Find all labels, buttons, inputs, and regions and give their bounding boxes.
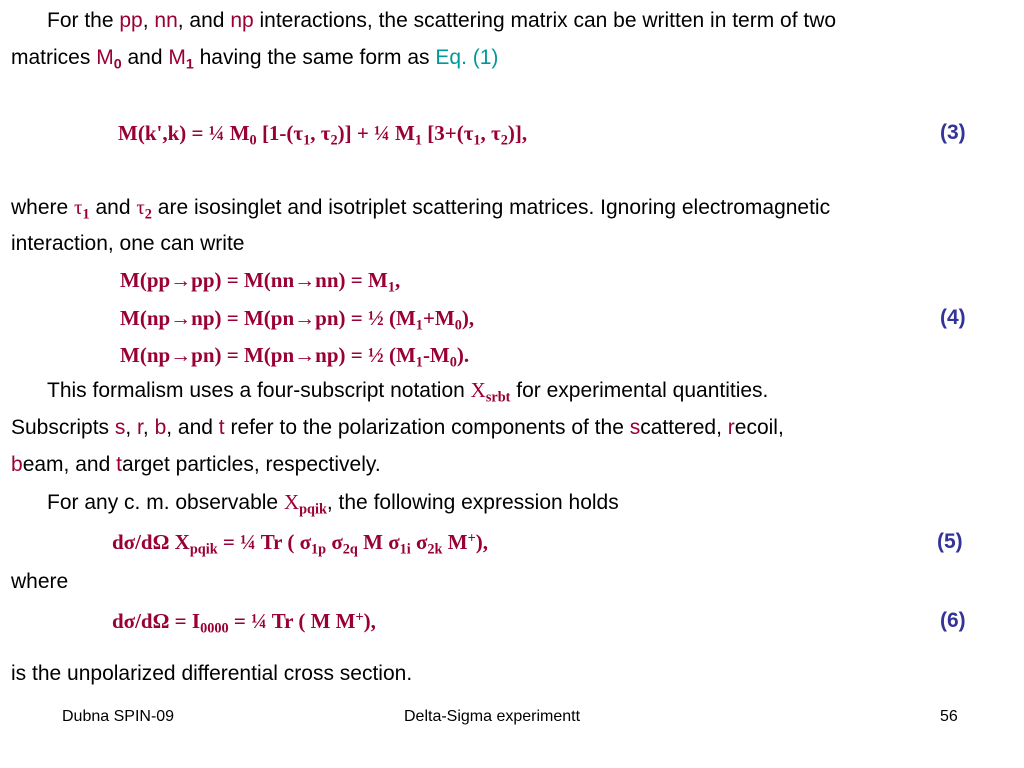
para1-line1: For the pp, nn, and np interactions, the scattering matrix can be written in term of two [47,9,837,32]
eq1-link[interactable]: Eq. (1) [435,46,499,69]
where-label: where [11,570,69,593]
equation-3-number: (3) [940,121,966,144]
x-pqik-symbol: $X_{pqik}$ [283,490,327,518]
equation-4-number: (4) [940,306,966,329]
closing-sentence: is the unpolarized differential cross section. [11,662,413,685]
matrix-m1: $M_1$ [168,46,194,73]
equation-5: dσ/dΩ $X_{pqik}$ = ¼ Tr ( $\sigma_{1p}$ $\sigma_{2q}$ M $\sigma_{1i}$ $\sigma_{2k}$ M+), [112,530,488,558]
tau2-symbol: $\tau_2$ [136,195,152,223]
equation-4c: M(np→pn) = M(pn→np) = ½ $(M_1-M_0)$. [120,343,470,371]
equation-3: M(k',k) = ¼ $M_0$ [$1-(\tau_1$, $\tau_2$)] + ¼ $M_1$ [$3+(\tau_1$, $\tau_2$)], [118,121,528,149]
footer-center: Delta-Sigma experimentt [404,708,581,725]
matrix-m0: $M_0$ [96,46,122,73]
equation-4a: $M(pp\to pp) = M(nn\to nn) = M_1$, [120,268,401,296]
x-srbt-symbol: $X_{srbt}$ [470,378,511,406]
term-np: np [230,9,254,32]
equation-4b: M(np→np) = M(pn→pn) = ½ $(M_1+M_0)$, [120,306,475,334]
para2-line2: interaction, one can write [11,232,245,255]
equation-5-number: (5) [937,530,963,553]
term-pp: pp [119,9,143,32]
para3-line2: Subscripts s, r, b, and t refer to the polarization components of the scattered, recoil, [11,416,784,439]
para2-line1: where $\tau_1$ and $\tau_2$ are isosinglet and isotriplet scattering matrices. Ignoring electromagnetic [11,195,831,223]
equation-6: $d\sigma/d\Omega = I_{0000}$ = ¼ Tr ( M M+), [112,609,376,637]
para1-line2: matrices $M_0$ and $M_1$ having the same form as Eq. (1) [11,46,499,73]
footer-left: Dubna SPIN-09 [62,708,175,725]
para3-line1: This formalism uses a four-subscript notation $X_{srbt}$ for experimental quantities. [47,378,769,406]
term-nn: nn [154,9,178,32]
equation-6-number: (6) [940,609,966,632]
tau1-symbol: $\tau_1$ [74,195,90,223]
page-number: 56 [940,708,958,725]
para3-line3: beam, and target particles, respectively. [11,453,381,476]
para4-line1: For any c. m. observable $X_{pqik}$, the following expression holds [47,490,619,518]
